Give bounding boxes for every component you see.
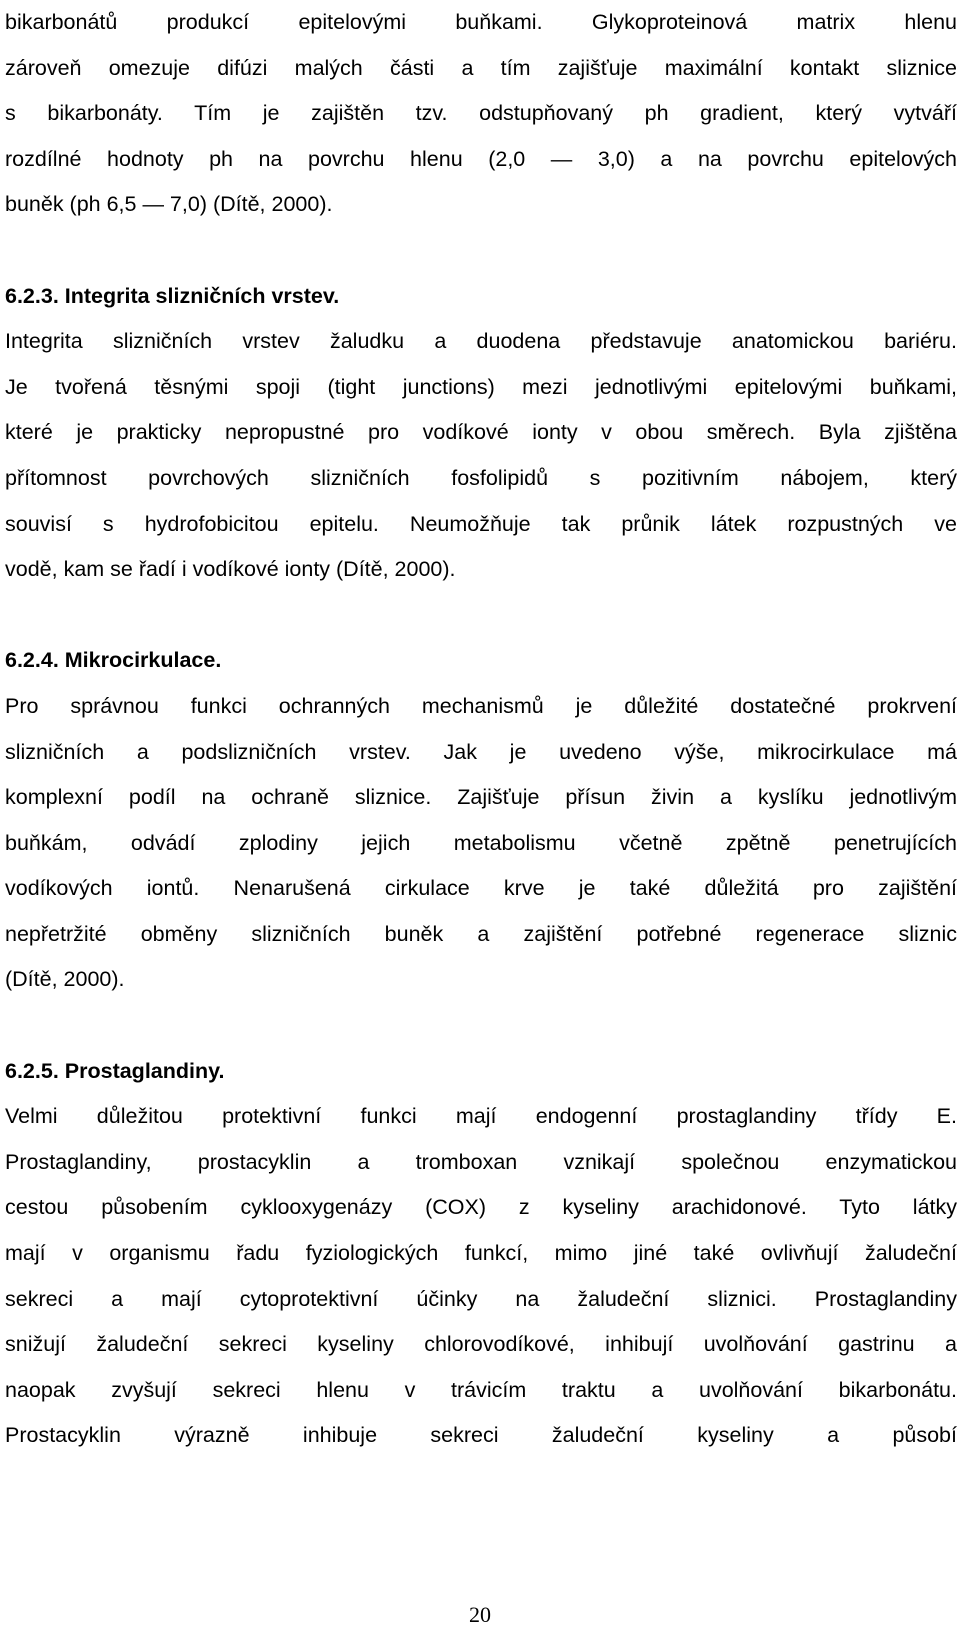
paragraph-gap	[5, 228, 957, 274]
text-line: nepřetržité obměny slizničních buněk a zajištění potřebné regenerace sliznic	[5, 921, 957, 946]
text-line: snižují žaludeční sekreci kyseliny chlorovodíkové, inhibují uvolňování gastrinu a	[5, 1332, 957, 1357]
intro-paragraph	[5, 0, 957, 228]
section-heading: 6.2.3. Integrita slizničních vrstev.	[5, 283, 340, 308]
text-line: naopak zvyšují sekreci hlenu v trávicím traktu a uvolňování bikarbonátu.	[5, 1377, 957, 1402]
text-line: vodě, kam se řadí i vodíkové ionty (Dítě, 2000).	[5, 557, 456, 582]
text-line: bikarbonátů produkcí epitelovými buňkami. Glykoproteinová matrix hlenu	[5, 10, 957, 34]
section-heading: 6.2.4. Mikrocirkulace.	[5, 648, 222, 673]
section-6-2-4	[5, 638, 957, 1003]
section-heading: 6.2.5. Prostaglandiny.	[5, 1058, 225, 1083]
text-line: Integrita slizničních vrstev žaludku a duodena představuje anatomickou bariéru.	[5, 329, 957, 354]
text-line: s bikarbonáty. Tím je zajištěn tzv. odstupňovaný ph gradient, který vytváří	[5, 101, 957, 126]
text-line: buněk (ph 6,5 — 7,0) (Dítě, 2000).	[5, 192, 333, 217]
text-line: které je prakticky nepropustné pro vodíkové ionty v obou směrech. Byla zjištěna	[5, 420, 957, 445]
text-line: buňkám, odvádí zplodiny jejich metabolismu včetně zpětně penetrujících	[5, 830, 957, 855]
text-line: sekreci a mají cytoprotektivní účinky na žaludeční sliznici. Prostaglandiny	[5, 1286, 957, 1311]
paragraph-gap	[5, 1003, 957, 1049]
text-line: Je tvořená těsnými spoji (tight junctions) mezi jednotlivými epitelovými buňkami,	[5, 374, 957, 399]
text-line: Velmi důležitou protektivní funkci mají endogenní prostaglandiny třídy E.	[5, 1104, 957, 1129]
section-6-2-5	[5, 1049, 957, 1459]
paragraph-gap	[5, 593, 957, 639]
text-line: rozdílné hodnoty ph na povrchu hlenu (2,0 — 3,0) a na povrchu epitelových	[5, 146, 957, 171]
text-line: zároveň omezuje difúzi malých části a tím zajišťuje maximální kontakt sliznice	[5, 55, 957, 80]
page-number: 20	[469, 1602, 491, 1627]
text-line: souvisí s hydrofobicitou epitelu. Neumožňuje tak průnik látek rozpustných ve	[5, 511, 957, 536]
text-line: (Dítě, 2000).	[5, 967, 125, 992]
section-6-2-3	[5, 274, 957, 593]
text-line: cestou působením cyklooxygenázy (COX) z kyseliny arachidonové. Tyto látky	[5, 1195, 957, 1220]
text-line: Pro správnou funkci ochranných mechanismů je důležité dostatečné prokrvení	[5, 693, 957, 718]
document-page	[5, 0, 957, 1459]
text-line: slizničních a podslizničních vrstev. Jak je uvedeno výše, mikrocirkulace má	[5, 739, 957, 764]
text-line: komplexní podíl na ochraně sliznice. Zajišťuje přísun živin a kyslíku jednotlivým	[5, 785, 957, 810]
text-line: vodíkových iontů. Nenarušená cirkulace krve je také důležitá pro zajištění	[5, 876, 957, 901]
text-line: Prostacyklin výrazně inhibuje sekreci žaludeční kyseliny a působí	[5, 1423, 957, 1448]
text-line: přítomnost povrchových slizničních fosfolipidů s pozitivním nábojem, který	[5, 465, 957, 490]
text-line: mají v organismu řadu fyziologických funkcí, mimo jiné také ovlivňují žaludeční	[5, 1241, 957, 1266]
text-line: Prostaglandiny, prostacyklin a tromboxan vznikají společnou enzymatickou	[5, 1149, 957, 1174]
